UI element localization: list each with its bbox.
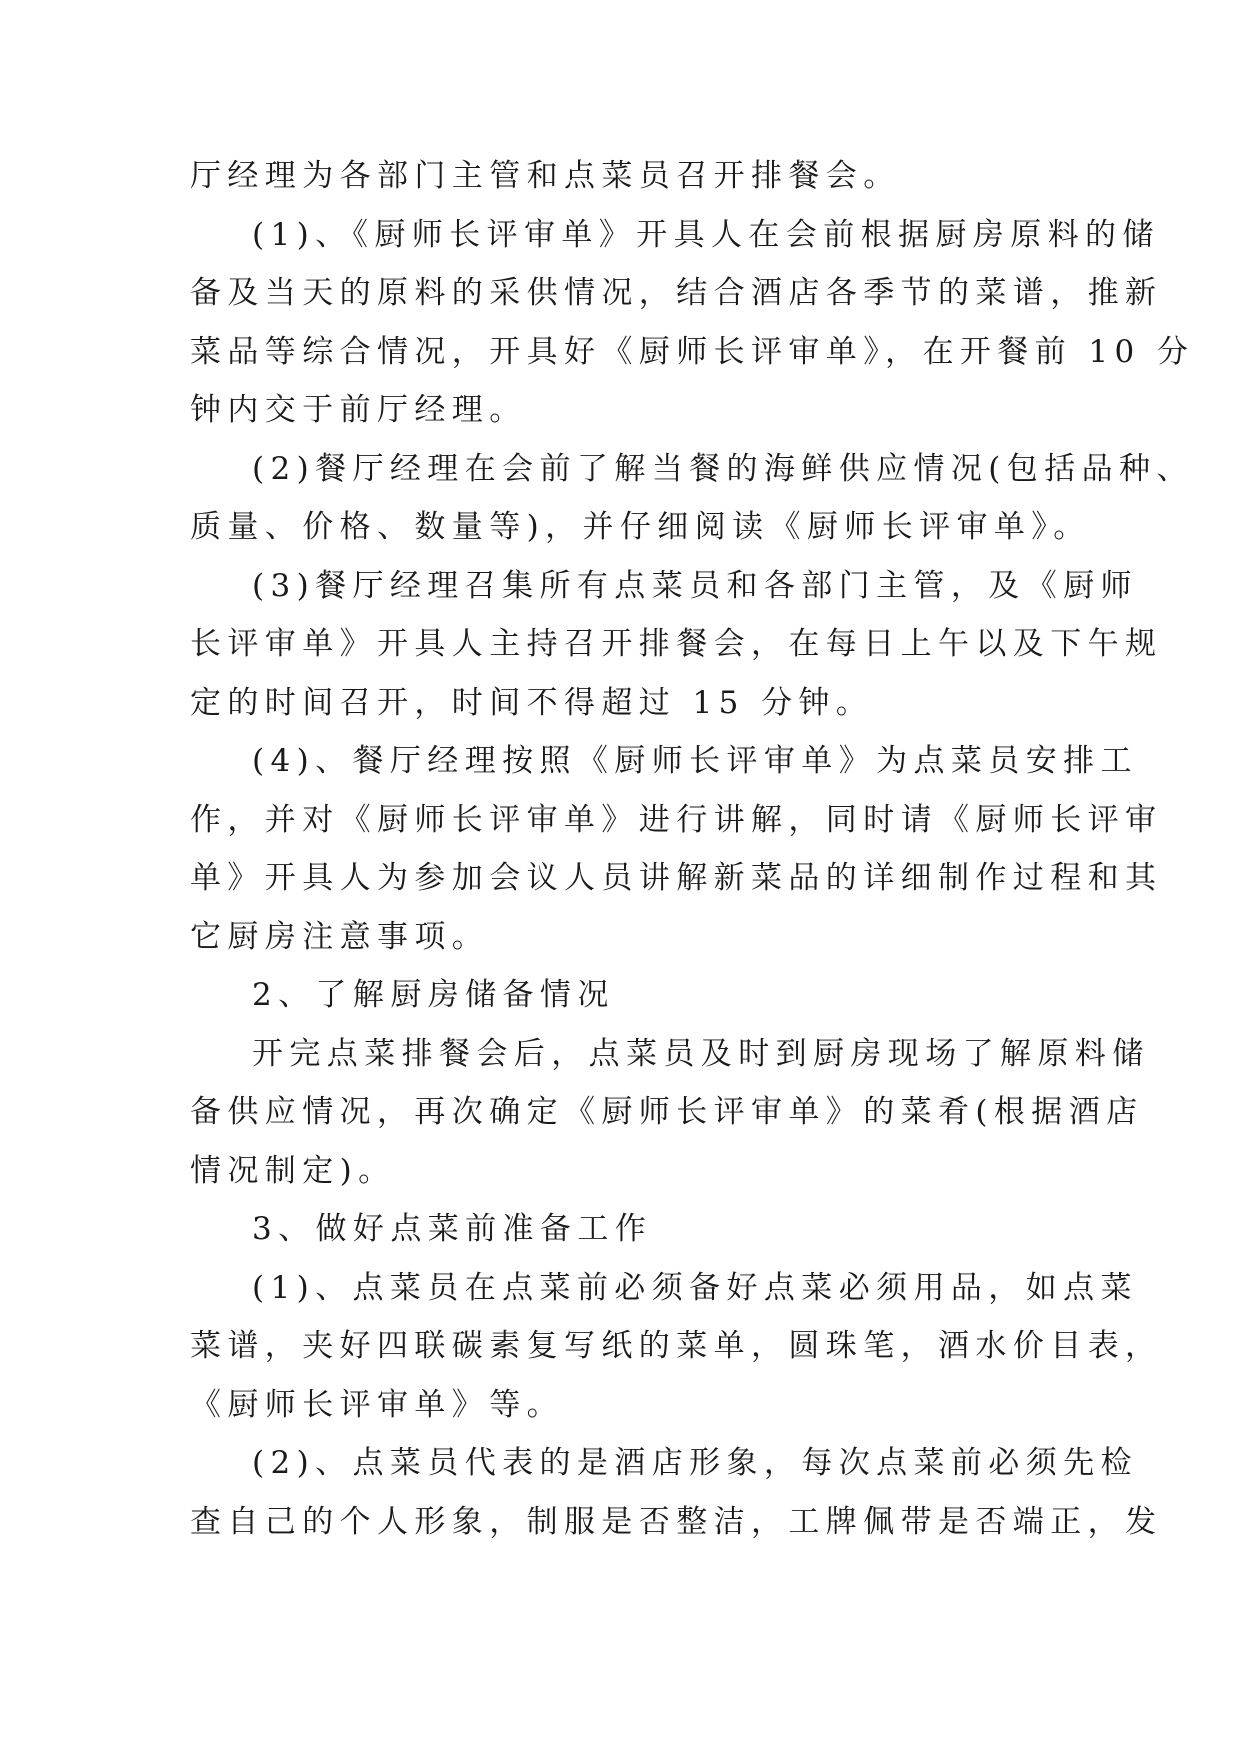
text-line: 它厨房注意事项。: [190, 919, 490, 955]
text-line: (4)、餐厅经理按照《厨师长评审单》为点菜员安排工: [252, 743, 1138, 779]
text-line: 查自己的个人形象，制服是否整洁，工牌佩带是否端正，发: [190, 1504, 1163, 1540]
text-line: 钟内交于前厅经理。: [190, 392, 527, 428]
text-line: 厅经理为各部门主管和点菜员召开排餐会。: [190, 158, 901, 194]
text-line: 备及当天的原料的采供情况，结合酒店各季节的菜谱，推新: [190, 275, 1163, 311]
text-line: 情况制定)。: [190, 1153, 396, 1189]
text-line: 长评审单》开具人主持召开排餐会，在每日上午以及下午规: [190, 626, 1163, 662]
text-line: 作，并对《厨师长评审单》进行讲解，同时请《厨师长评审: [190, 802, 1163, 838]
text-line: (1)、《厨师长评审单》开具人在会前根据厨房原料的储: [252, 217, 1160, 253]
text-line: 菜品等综合情况，开具好《厨师长评审单》，在开餐前 10 分: [190, 334, 1195, 370]
text-line: 定的时间召开，时间不得超过 15 分钟。: [190, 685, 874, 721]
text-line: 备供应情况，再次确定《厨师长评审单》的菜肴(根据酒店: [190, 1094, 1144, 1130]
text-line: 质量、价格、数量等)，并仔细阅读《厨师长评审单》。: [190, 509, 1091, 545]
text-line: 开完点菜排餐会后，点菜员及时到厨房现场了解原料储: [252, 1036, 1150, 1072]
text-line: 单》开具人为参加会议人员讲解新菜品的详细制作过程和其: [190, 860, 1163, 896]
section-heading: 2、了解厨房储备情况: [252, 977, 615, 1013]
text-line: (3)餐厅经理召集所有点菜员和各部门主管，及《厨师: [252, 568, 1138, 604]
text-line: (2)餐厅经理在会前了解当餐的海鲜供应情况(包括品种、: [252, 451, 1194, 487]
text-line: 《厨师长评审单》等。: [190, 1387, 564, 1423]
section-heading: 3、做好点菜前准备工作: [252, 1211, 653, 1247]
text-line: (2)、点菜员代表的是酒店形象，每次点菜前必须先检: [252, 1445, 1138, 1481]
text-line: 菜谱，夹好四联碳素复写纸的菜单，圆珠笔，酒水价目表，: [190, 1328, 1163, 1364]
text-line: (1)、点菜员在点菜前必须备好点菜必须用品，如点菜: [252, 1270, 1138, 1306]
